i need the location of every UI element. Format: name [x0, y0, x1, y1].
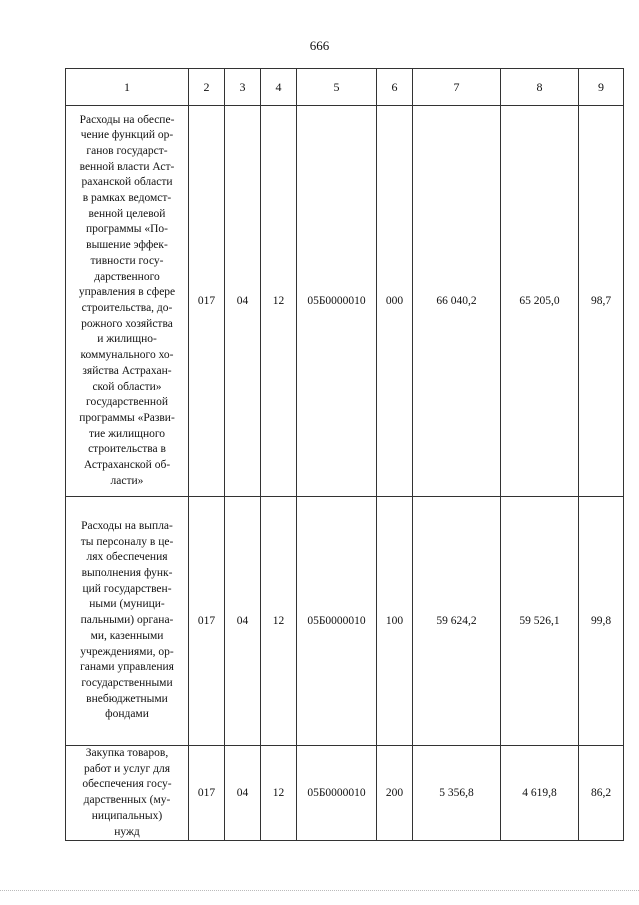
row-description: [66, 497, 189, 746]
table-row: [66, 497, 624, 746]
cell-planned: 5 356,8: [413, 746, 501, 841]
cell-subsection: 12: [261, 106, 297, 497]
cell-ministry-code: 017: [189, 106, 225, 497]
column-header: 2: [189, 69, 225, 106]
cell-ministry-code: 017: [189, 497, 225, 746]
scan-artifact-line: [0, 890, 639, 891]
cell-planned: 66 040,2: [413, 106, 501, 497]
cell-percent: 98,7: [579, 106, 624, 497]
column-header: 9: [579, 69, 624, 106]
column-header: 1: [66, 69, 189, 106]
row-description: [66, 106, 189, 497]
cell-expense-type: 100: [377, 497, 413, 746]
budget-table: [65, 68, 624, 841]
cell-section: 04: [225, 746, 261, 841]
page-number: 666: [309, 38, 330, 53]
cell-ministry-code: 017: [189, 746, 225, 841]
row-description-text: Расходы на обеспе- чение функций ор- ганов государст- венной власти Аст- раханской области в рамках ведомст- венной целевой программы «По- вышение эффек- тивности госу- дарственного управления в сфере строительства, до- рожного хозяйства и жилищно- коммунального хо- зяйства Астрахан- ской области» государственной программы «Разви- тие жилищного строительства в Астраханской об- ласти»: [78, 113, 176, 487]
cell-target-article: 05Б0000010: [297, 746, 377, 841]
cell-section: 04: [225, 497, 261, 746]
cell-percent: 99,8: [579, 497, 624, 746]
cell-percent: 86,2: [579, 746, 624, 841]
column-header: 3: [225, 69, 261, 106]
row-description: [66, 746, 189, 841]
cell-expense-type: 200: [377, 746, 413, 841]
column-header: 5: [297, 69, 377, 106]
cell-target-article: 05Б0000010: [297, 497, 377, 746]
table-row: [66, 106, 624, 497]
cell-executed: 65 205,0: [501, 106, 579, 497]
column-header: 6: [377, 69, 413, 106]
cell-expense-type: 000: [377, 106, 413, 497]
cell-planned: 59 624,2: [413, 497, 501, 746]
header-row: [66, 69, 624, 106]
cell-subsection: 12: [261, 497, 297, 746]
cell-executed: 4 619,8: [501, 746, 579, 841]
table-row: [66, 746, 624, 841]
cell-executed: 59 526,1: [501, 497, 579, 746]
column-header: 7: [413, 69, 501, 106]
cell-subsection: 12: [261, 746, 297, 841]
column-header: 4: [261, 69, 297, 106]
row-description-text: Закупка товаров, работ и услуг для обеспечения госу- дарственных (му- ниципальных) нужд: [82, 747, 172, 838]
row-description-text: Расходы на выпла- ты персоналу в це- лях обеспечения выполнения функ- ций государствен- ными (муници- пальными) органа- ми, казенными учреждениями, ор- ганами управления государственными внебюджетными фондами: [80, 519, 174, 721]
column-header: 8: [501, 69, 579, 106]
cell-target-article: 05Б0000010: [297, 106, 377, 497]
cell-section: 04: [225, 106, 261, 497]
